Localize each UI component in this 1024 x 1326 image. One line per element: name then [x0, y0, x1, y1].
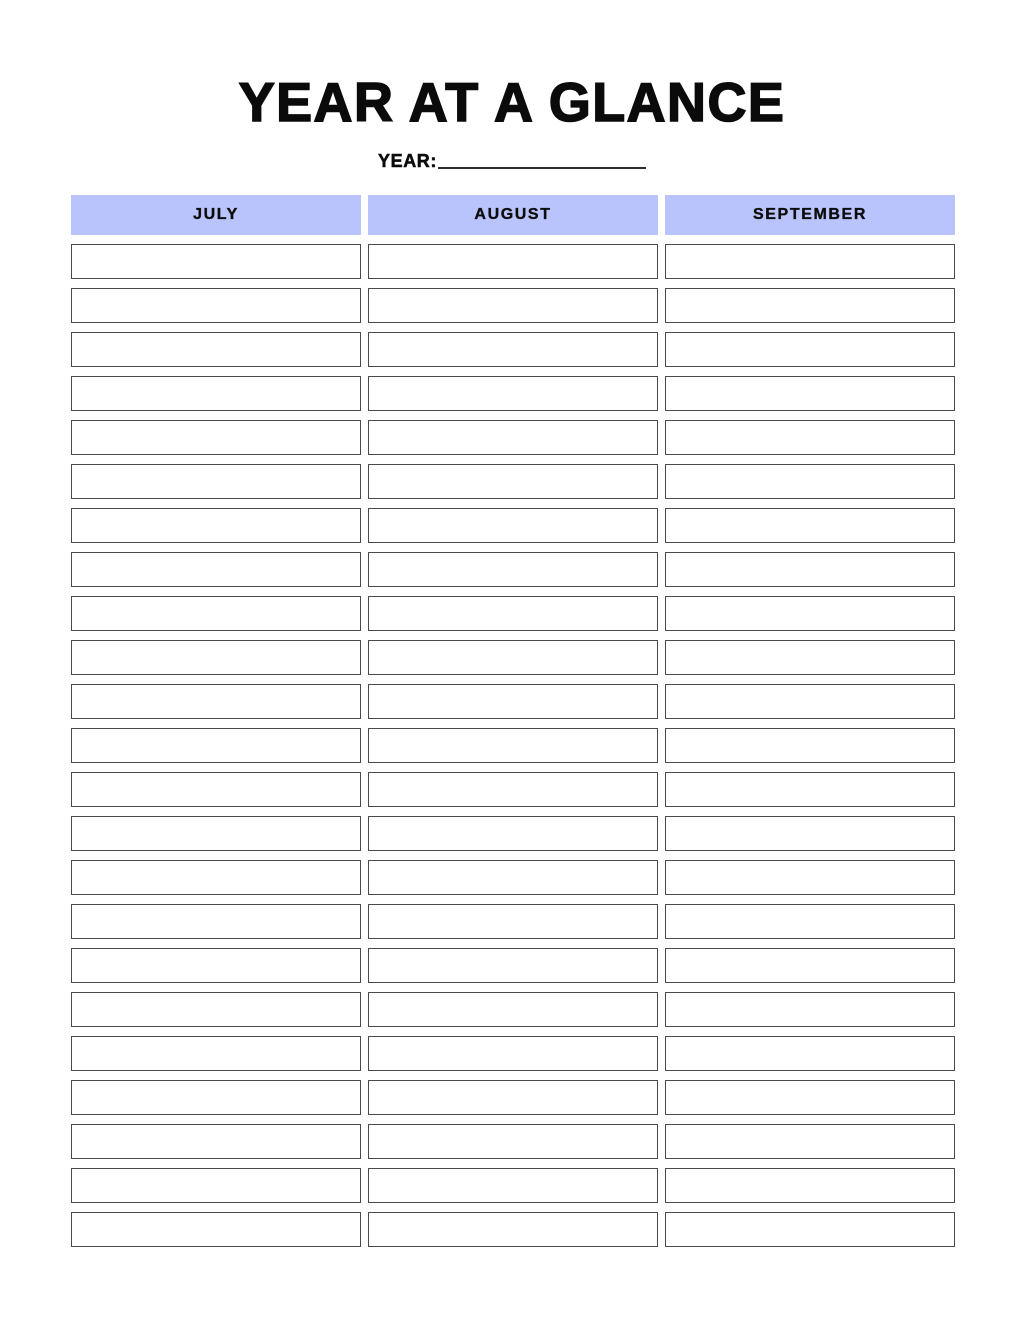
table-row — [71, 904, 955, 939]
entry-cell-september[interactable] — [665, 508, 955, 543]
column-header-september — [665, 195, 955, 235]
table-row — [71, 420, 955, 455]
table-row — [71, 596, 955, 631]
entry-cell-august[interactable] — [368, 552, 658, 587]
entry-cell-august[interactable] — [368, 684, 658, 719]
entry-cell-august[interactable] — [368, 244, 658, 279]
table-row — [71, 552, 955, 587]
table-row — [71, 288, 955, 323]
entry-cell-august[interactable] — [368, 288, 658, 323]
entry-cell-july[interactable] — [71, 464, 361, 499]
entry-cell-august[interactable] — [368, 640, 658, 675]
entry-cell-july[interactable] — [71, 640, 361, 675]
entry-cell-august[interactable] — [368, 464, 658, 499]
entry-cell-july[interactable] — [71, 1080, 361, 1115]
entry-cell-july[interactable] — [71, 1168, 361, 1203]
table-row — [71, 816, 955, 851]
entry-cell-july[interactable] — [71, 332, 361, 367]
table-row — [71, 464, 955, 499]
entry-cell-september[interactable] — [665, 596, 955, 631]
table-row — [71, 640, 955, 675]
table-row — [71, 376, 955, 411]
table-row — [71, 332, 955, 367]
entry-cell-august[interactable] — [368, 728, 658, 763]
column-header-july-label: JULY — [193, 206, 239, 223]
entry-cell-september[interactable] — [665, 948, 955, 983]
entry-cell-july[interactable] — [71, 1124, 361, 1159]
entry-cell-july[interactable] — [71, 552, 361, 587]
table-row — [71, 948, 955, 983]
entry-cell-august[interactable] — [368, 376, 658, 411]
table-row — [71, 1124, 955, 1159]
entry-cell-september[interactable] — [665, 816, 955, 851]
entry-cell-august[interactable] — [368, 1212, 658, 1247]
table-row — [71, 508, 955, 543]
entry-cell-august[interactable] — [368, 1124, 658, 1159]
entry-cell-july[interactable] — [71, 992, 361, 1027]
quarter-grid — [71, 195, 955, 1247]
entry-cell-september[interactable] — [665, 860, 955, 895]
year-field-row — [0, 152, 1024, 171]
table-row — [71, 1036, 955, 1071]
entry-cell-september[interactable] — [665, 1080, 955, 1115]
entry-cell-september[interactable] — [665, 332, 955, 367]
column-header-july — [71, 195, 361, 235]
entry-cell-july[interactable] — [71, 1212, 361, 1247]
entry-cell-july[interactable] — [71, 772, 361, 807]
entry-cell-september[interactable] — [665, 420, 955, 455]
table-row — [71, 992, 955, 1027]
entry-cell-september[interactable] — [665, 640, 955, 675]
entry-cell-july[interactable] — [71, 904, 361, 939]
year-input-blank[interactable] — [438, 167, 646, 169]
entry-cell-september[interactable] — [665, 1168, 955, 1203]
entry-cell-july[interactable] — [71, 728, 361, 763]
entry-cell-september[interactable] — [665, 904, 955, 939]
entry-cell-august[interactable] — [368, 420, 658, 455]
entry-cell-july[interactable] — [71, 244, 361, 279]
entry-cell-august[interactable] — [368, 816, 658, 851]
year-label: YEAR: — [377, 151, 437, 172]
entry-cell-september[interactable] — [665, 1124, 955, 1159]
table-row — [71, 1212, 955, 1247]
entry-cell-august[interactable] — [368, 1168, 658, 1203]
entry-cell-august[interactable] — [368, 772, 658, 807]
table-row — [71, 772, 955, 807]
entry-cell-september[interactable] — [665, 244, 955, 279]
entry-cell-july[interactable] — [71, 596, 361, 631]
entry-cell-september[interactable] — [665, 464, 955, 499]
table-row — [71, 860, 955, 895]
table-row — [71, 1080, 955, 1115]
entry-cell-july[interactable] — [71, 288, 361, 323]
entry-cell-august[interactable] — [368, 948, 658, 983]
entry-cell-august[interactable] — [368, 508, 658, 543]
grid-body — [71, 244, 955, 1247]
entry-cell-september[interactable] — [665, 552, 955, 587]
entry-cell-september[interactable] — [665, 728, 955, 763]
entry-cell-september[interactable] — [665, 772, 955, 807]
entry-cell-july[interactable] — [71, 1036, 361, 1071]
entry-cell-july[interactable] — [71, 376, 361, 411]
table-row — [71, 728, 955, 763]
entry-cell-july[interactable] — [71, 948, 361, 983]
entry-cell-september[interactable] — [665, 288, 955, 323]
entry-cell-august[interactable] — [368, 992, 658, 1027]
title-block — [0, 0, 1024, 133]
entry-cell-july[interactable] — [71, 816, 361, 851]
entry-cell-july[interactable] — [71, 684, 361, 719]
entry-cell-september[interactable] — [665, 992, 955, 1027]
entry-cell-august[interactable] — [368, 904, 658, 939]
entry-cell-july[interactable] — [71, 860, 361, 895]
entry-cell-september[interactable] — [665, 376, 955, 411]
entry-cell-september[interactable] — [665, 1036, 955, 1071]
entry-cell-september[interactable] — [665, 1212, 955, 1247]
grid-header-row — [71, 195, 955, 235]
entry-cell-august[interactable] — [368, 1036, 658, 1071]
table-row — [71, 1168, 955, 1203]
page-title: YEAR AT A GLANCE — [238, 71, 786, 133]
table-row — [71, 684, 955, 719]
entry-cell-september[interactable] — [665, 684, 955, 719]
entry-cell-august[interactable] — [368, 596, 658, 631]
column-header-august-label: AUGUST — [474, 206, 552, 223]
table-row — [71, 244, 955, 279]
column-header-august — [368, 195, 658, 235]
entry-cell-july[interactable] — [71, 508, 361, 543]
entry-cell-july[interactable] — [71, 420, 361, 455]
entry-cell-august[interactable] — [368, 1080, 658, 1115]
entry-cell-august[interactable] — [368, 860, 658, 895]
entry-cell-august[interactable] — [368, 332, 658, 367]
column-header-september-label: SEPTEMBER — [753, 206, 867, 223]
